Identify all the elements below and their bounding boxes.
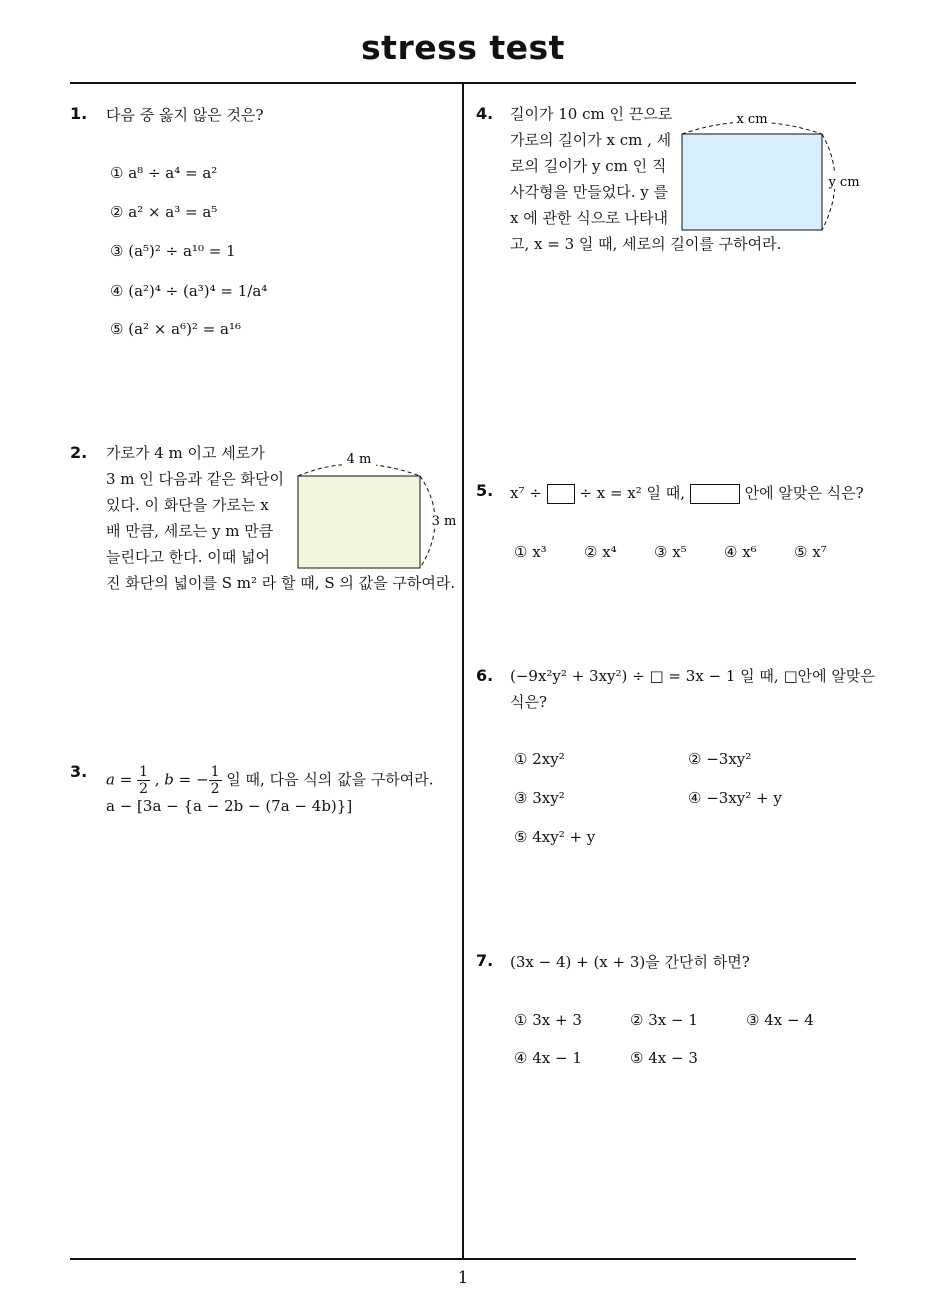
q4-line-6: 고, x = 3 일 때, 세로의 길이를 구하여라. (510, 235, 782, 253)
q2-line-2: 3 m 인 다음과 같은 화단이 (106, 470, 285, 488)
q5-blank-box (547, 484, 575, 504)
q5-option-4[interactable]: ④ x⁶ (724, 543, 757, 561)
q4-number: 4. (476, 104, 494, 123)
q4-side-label: y cm (828, 175, 860, 190)
q5-text-a: x⁷ ÷ (510, 484, 542, 502)
q4-line-3: 로의 길이가 y cm 인 직 (510, 157, 667, 175)
q7-option-4[interactable]: ④ 4x − 1 (514, 1049, 582, 1067)
q5-option-1[interactable]: ① x³ (514, 543, 547, 561)
q6-line-1: (−9x²y² + 3xy²) ÷ □ = 3x − 1 일 때, □안에 알맞은 (510, 667, 875, 685)
q4-rectangle-figure (676, 108, 866, 236)
q1-option-5[interactable]: ⑤ (a² × a⁶)² = a¹⁶ (110, 320, 242, 338)
q1-prompt (106, 102, 264, 128)
q7-option-5[interactable]: ⑤ 4x − 3 (630, 1049, 698, 1067)
q2-number: 2. (70, 443, 88, 462)
q4-line-4: 사각형을 만들었다. y 를 (510, 183, 668, 201)
q2-side-label: 3 m (431, 514, 457, 529)
q5-number: 5. (476, 481, 494, 500)
page-title: stress test (361, 28, 565, 67)
q7-prompt (510, 949, 750, 975)
page-number: 1 (457, 1268, 469, 1288)
q4-line-5: x 에 관한 식으로 나타내 (510, 209, 668, 227)
q1-number: 1. (70, 104, 88, 123)
q4-rectangle (682, 134, 822, 230)
fraction: $\frac{1}{2}$ (210, 764, 220, 797)
q2-flowerbed-figure (290, 450, 465, 575)
q6-line-2: 식은? (510, 693, 548, 711)
q4-line-1: 길이가 10 cm 인 끈으로 (510, 105, 673, 123)
q2-line-3: 있다. 이 화단을 가로는 x (106, 496, 269, 514)
q3-line-1: a = $\frac{1}{2}$ , b = − $\frac{1}{2}$ 일 때, 다음 식의 값을 구하여라. (106, 764, 434, 797)
q3-line-2: a − [3a − {a − 2b − (7a − 4b)}] (106, 797, 353, 815)
q1-option-3[interactable]: ③ (a⁵)² ÷ a¹⁰ = 1 (110, 242, 236, 260)
q1-option-1[interactable]: ① a⁸ ÷ a⁴ = a² (110, 164, 218, 182)
q6-option-2[interactable]: ② −3xy² (688, 750, 752, 768)
q6-number: 6. (476, 666, 494, 685)
q7-number: 7. (476, 951, 494, 970)
q2-flowerbed-rect (298, 476, 420, 568)
q3-prompt (106, 764, 434, 819)
q7-text: (3x − 4) + (x + 3)을 간단히 하면? (510, 953, 750, 971)
q7-option-2[interactable]: ② 3x − 1 (630, 1011, 698, 1029)
footer-rule (70, 1258, 856, 1260)
q1-option-4[interactable]: ④ (a²)⁴ ÷ (a³)⁴ = 1/a⁴ (110, 282, 268, 300)
q2-line-5: 늘린다고 한다. 이때 넓어 (106, 548, 270, 566)
q4-line-2: 가로의 길이가 x cm , 세 (510, 131, 672, 149)
q7-option-3[interactable]: ③ 4x − 4 (746, 1011, 814, 1029)
q6-option-4[interactable]: ④ −3xy² + y (688, 789, 782, 807)
q2-line-4: 배 만큼, 세로는 y m 만큼 (106, 522, 274, 540)
q2-top-label: 4 m (346, 452, 372, 467)
q2-line-6: 진 화단의 넓이를 S m² 라 할 때, S 의 값을 구하여라. (106, 574, 456, 592)
q5-text-c: 안에 알맞은 식은? (744, 484, 864, 502)
q5-blank-box-2 (690, 484, 740, 504)
q4-top-label: x cm (736, 112, 768, 127)
q1-text: 다음 중 옳지 않은 것은? (106, 106, 264, 124)
q5-option-5[interactable]: ⑤ x⁷ (794, 543, 827, 561)
q6-option-1[interactable]: ① 2xy² (514, 750, 565, 768)
fraction: $\frac{1}{2}$ (139, 764, 148, 797)
q6-option-5[interactable]: ⑤ 4xy² + y (514, 828, 596, 846)
column-divider (462, 82, 464, 1260)
q5-option-3[interactable]: ③ x⁵ (654, 543, 687, 561)
q5-text-b: ÷ x = x² 일 때, (579, 484, 686, 502)
q6-prompt (510, 663, 875, 715)
q7-option-1[interactable]: ① 3x + 3 (514, 1011, 582, 1029)
q6-option-3[interactable]: ③ 3xy² (514, 789, 565, 807)
q2-line-1: 가로가 4 m 이고 세로가 (106, 444, 265, 462)
q5-option-2[interactable]: ② x⁴ (584, 543, 617, 561)
q3-number: 3. (70, 762, 88, 781)
q5-prompt (510, 480, 864, 506)
q1-option-2[interactable]: ② a² × a³ = a⁵ (110, 203, 218, 221)
